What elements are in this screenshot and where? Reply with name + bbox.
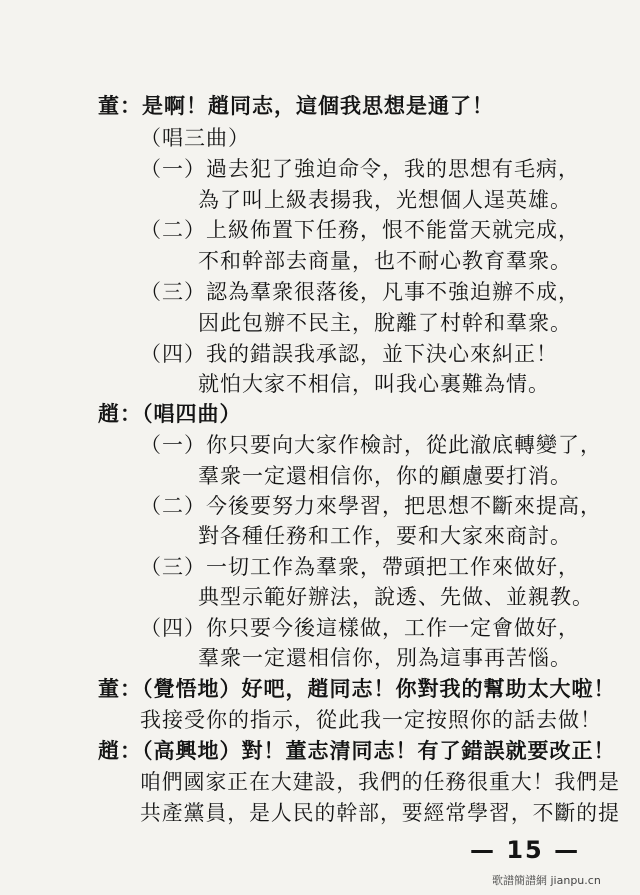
verse-line: 不和幹部去商量，也不耐心教育羣衆。: [198, 249, 572, 273]
dialogue-continuation: 共產黨員，是人民的幹部，要經常學習，不斷的提: [140, 801, 620, 825]
dialogue-continuation: 咱們國家正在大建設，我們的任務很重大！我們是: [140, 770, 620, 794]
dialogue-line-4: 趙：（高興地）對！董志清同志！有了錯誤就要改正！: [98, 738, 616, 763]
verse-line: 羣衆一定還相信你，你的顧慮要打消。: [198, 464, 572, 488]
dialogue-continuation: 我接受你的指示，從此我一定按照你的話去做！: [140, 708, 602, 732]
verse-line: 為了叫上級表揚我，光想個人逞英雄。: [198, 188, 572, 212]
verse-line: 對各種任務和工作，要和大家來商討。: [198, 524, 572, 548]
verse-line: 典型示範好辦法，說透、先做、並親教。: [198, 585, 594, 609]
song-heading-3: （唱三曲）: [140, 126, 250, 150]
verse-line: （二）上級佈置下任務，恨不能當天就完成，: [140, 218, 580, 242]
verse-line: （三）一切工作為羣衆，帶頭把工作來做好，: [140, 555, 580, 579]
dialogue-line-3: 董：（覺悟地）好吧，趙同志！你對我的幫助太大啦！: [98, 676, 616, 701]
dialogue-line-2: 趙：（唱四曲）: [98, 401, 242, 426]
verse-line: （四）我的錯誤我承認，並下決心來糾正！: [140, 342, 558, 366]
verse-line: 羣衆一定還相信你，別為這事再苦惱。: [198, 646, 572, 670]
dialogue-line-1: 董：是啊！趙同志，這個我思想是通了！: [98, 93, 494, 118]
verse-line: 因此包辦不民主，脫離了村幹和羣衆。: [198, 311, 572, 335]
verse-line: （一）你只要向大家作檢討，從此澈底轉變了，: [140, 433, 602, 457]
site-watermark: 歌譜簡譜網 jianpu.cn: [492, 874, 601, 887]
verse-line: 就怕大家不相信，叫我心裏難為情。: [198, 372, 550, 396]
page-number: — 15 —: [470, 836, 581, 864]
verse-line: （二）今後要努力來學習，把思想不斷來提高，: [140, 494, 602, 518]
verse-line: （四）你只要今後這樣做，工作一定會做好，: [140, 616, 580, 640]
verse-line: （三）認為羣衆很落後，凡事不強迫辦不成，: [140, 280, 580, 304]
verse-line: （一）過去犯了強迫命令，我的思想有毛病，: [140, 157, 580, 181]
